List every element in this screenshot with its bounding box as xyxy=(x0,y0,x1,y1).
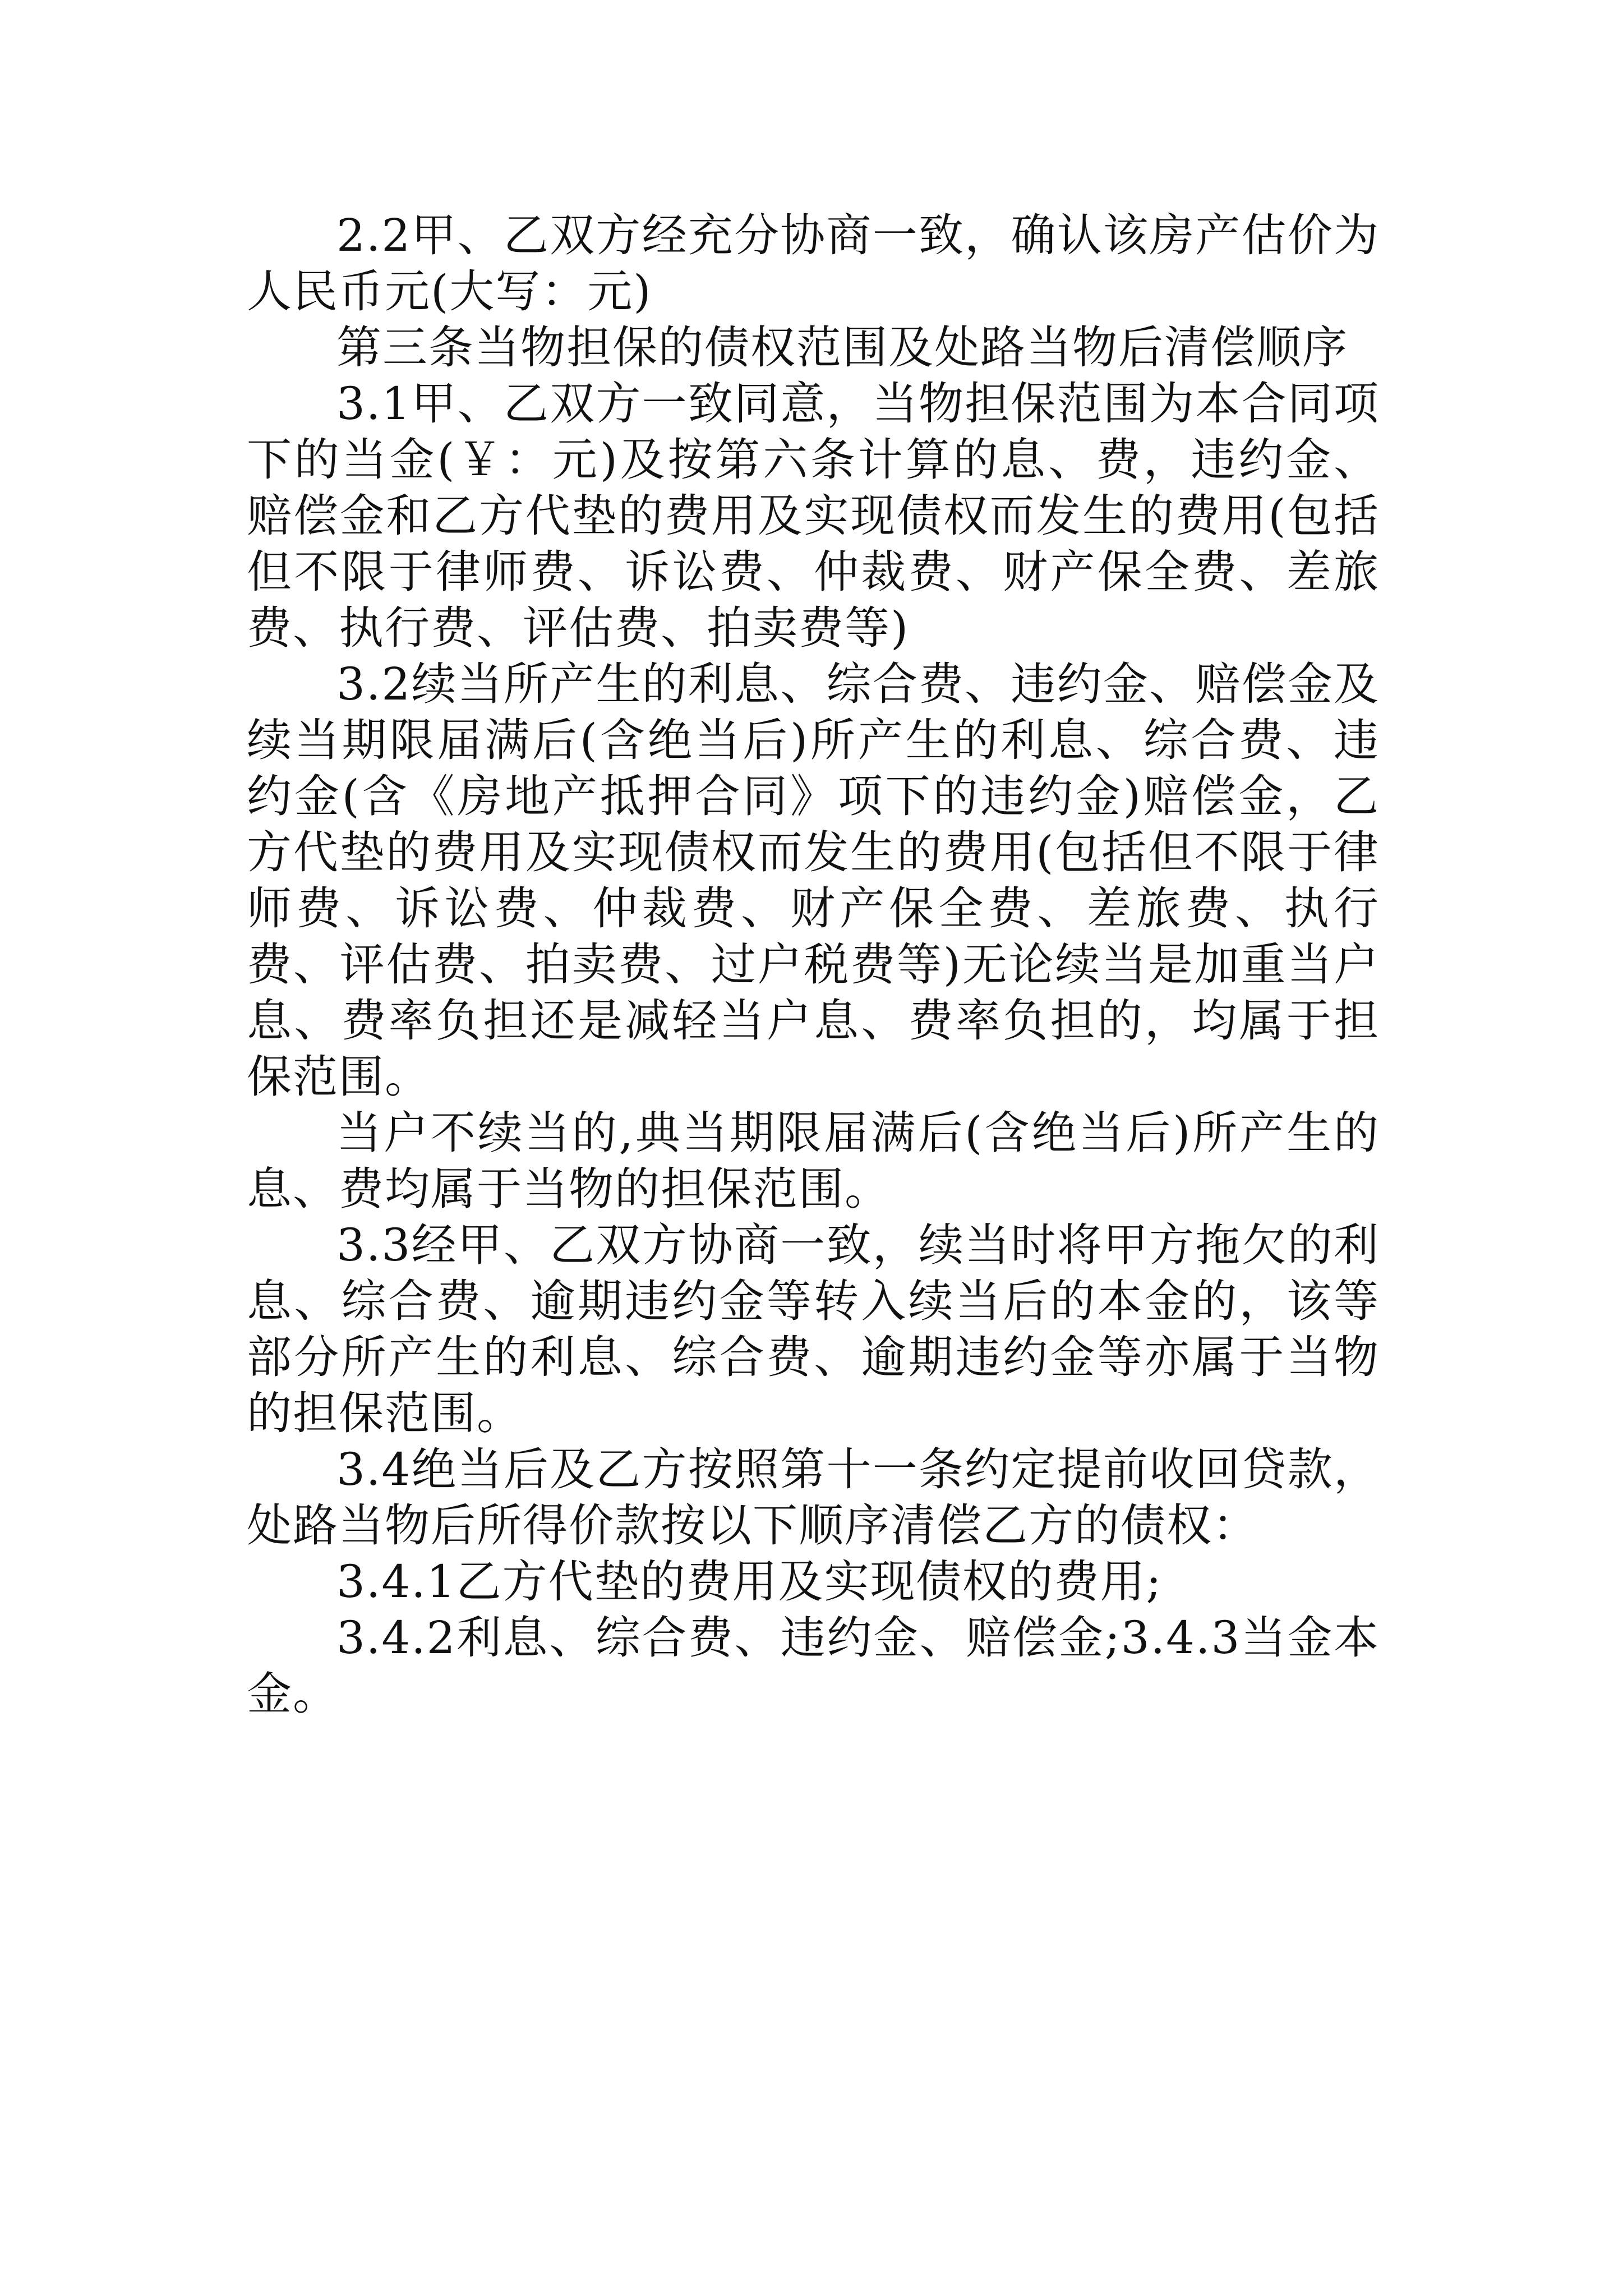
paragraph-3-2-supplement: 当户不续当的,典当期限届满后(含绝当后)所产生的息、费均属于当物的担保范围。 xyxy=(247,1107,1380,1215)
article-3-heading: 第三条当物担保的债权范围及处路当物后清偿顺序 xyxy=(336,321,1348,374)
document-body xyxy=(247,208,1380,1722)
paragraph-3-1: 3.1甲、乙双方一致同意，当物担保范围为本合同项下的当金(￥：元)及按第六条计算的息、费，违约金、赔偿金和乙方代垫的费用及实现债权而发生的费用(包括但不限于律师费、诉讼费、仲裁费、财产保全费、差旅费、执行费、评估费、拍卖费等) xyxy=(247,378,1380,654)
paragraph-3-2: 3.2续当所产生的利息、综合费、违约金、赔偿金及续当期限届满后(含绝当后)所产生的利息、综合费、违约金(含《房地产抵押合同》项下的违约金)赔偿金，乙方代垫的费用及实现债权而发生的费用(包括但不限于律师费、诉讼费、仲裁费、财产保全费、差旅费、执行费、评估费、拍卖费、过户税费等)无论续当是加重当户息、费率负担还是减轻当户息、费率负担的，均属于担保范围。 xyxy=(247,658,1380,1103)
paragraph-2-2: 2.2甲、乙双方经充分协商一致，确认该房产估价为人民币元(大写：元) xyxy=(247,209,1380,318)
paragraph-3-4-1: 3.4.1乙方代垫的费用及实现债权的费用; xyxy=(336,1556,1163,1608)
paragraph-3-4-2: 3.4.2利息、综合费、违约金、赔偿金;3.4.3当金本金。 xyxy=(247,1612,1380,1720)
paragraph-3-3: 3.3经甲、乙双方协商一致，续当时将甲方拖欠的利息、综合费、逾期违约金等转入续当后的本金的，该等部分所产生的利息、综合费、逾期违约金等亦属于当物的担保范围。 xyxy=(247,1219,1380,1439)
paragraph-3-4: 3.4绝当后及乙方按照第十一条约定提前收回贷款，处路当物后所得价款按以下顺序清偿乙方的债权： xyxy=(247,1443,1380,1552)
